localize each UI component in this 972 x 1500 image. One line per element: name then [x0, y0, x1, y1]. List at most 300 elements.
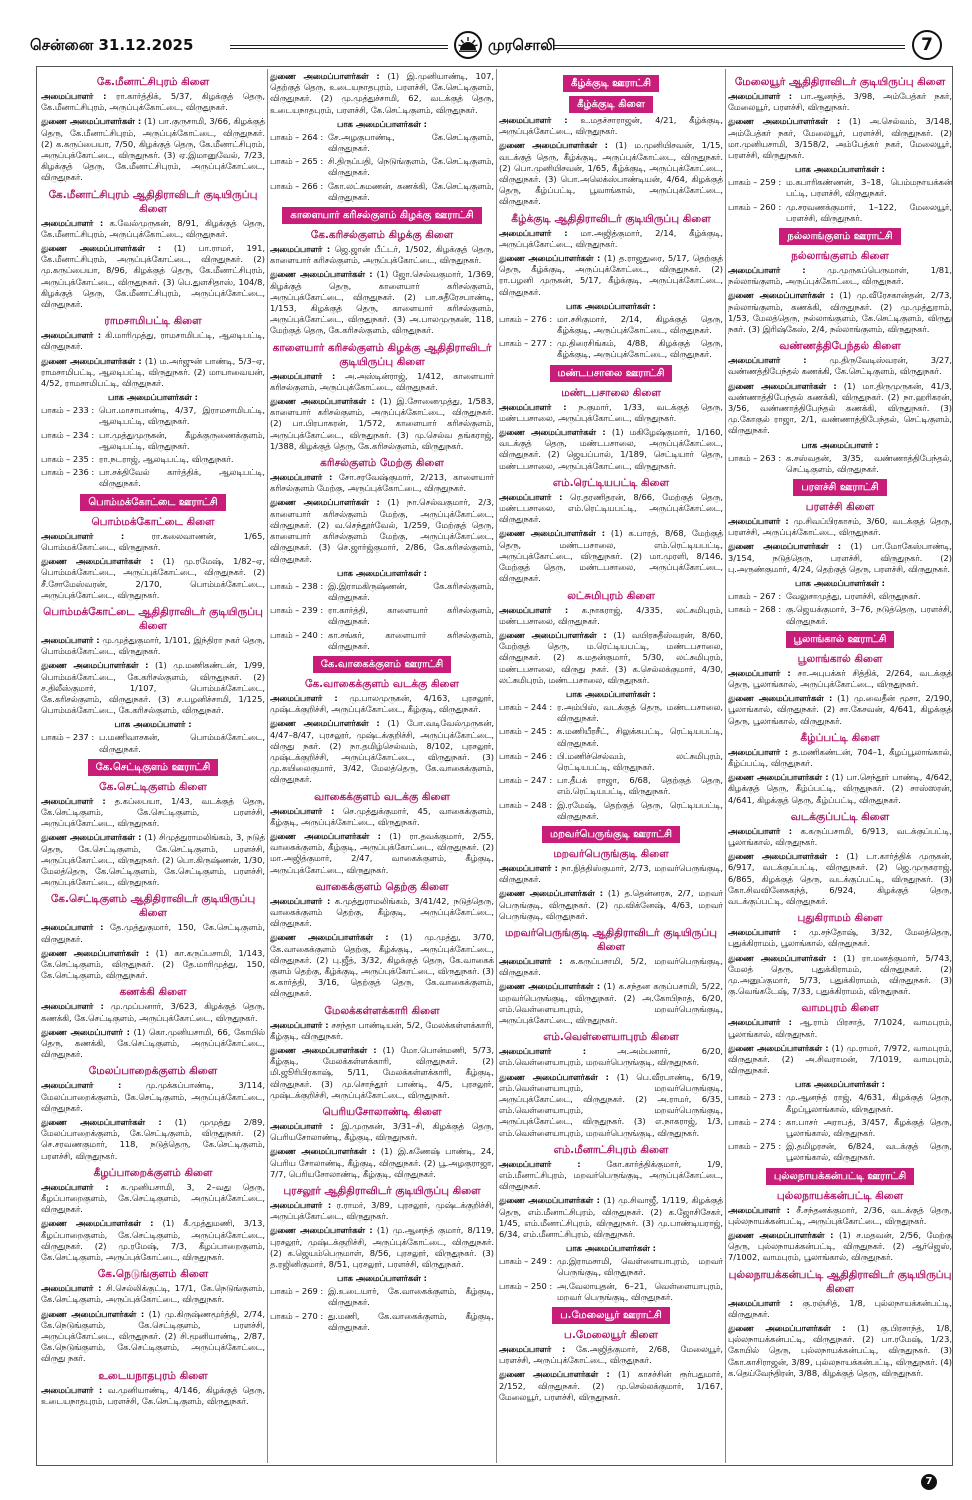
bearer-details: (1) இ.கணேஷ் பாண்டி, 24, பெரிய சோலாண்டி, கீழ்குடி, விருதுநகர். (2) பூ.அழகுராஜா, 7/7, பெரியசோலாண்டி, கீழ்குடி, விருதுநகர்.	[270, 1146, 494, 1179]
office-bearer-entry	[499, 427, 723, 472]
role-label: துணை அமைப்பாளர்கள் :	[270, 396, 375, 407]
office-bearer-entry	[41, 1080, 265, 1114]
office-bearer-entry	[728, 265, 952, 287]
booth-organiser: இ.தமிழரசன், 6/824, வடக்குத் தெரு, பூலாங்கால், விருதுநகர்.	[786, 1141, 952, 1163]
bearer-details: கு.ரஞ்சித், 1/8, புல்லநாயக்கன்பட்டி, விருதுநகர்.	[728, 1297, 952, 1319]
panchayat-banner: பரளச்சி ஊராட்சி	[793, 479, 886, 496]
branch-heading: கீழப்பாறைக்குளம் கிளை	[93, 1166, 213, 1179]
bearer-details: (1) கீ.முத்துமணி, 3/13, கீழப்பாறைகுளம், கே.செட்டிகுளம், அருப்புக்கோட்டை, விருதுநகர். (2) மு.ரமேஷ், 7/3, கீழப்பாறைகுளம், கே.செட்டிகுளம், அருப்புக்கோட்டை, விருதுநகர்.	[41, 1218, 265, 1263]
booth-organiser: சி.திருப்பதி, நெடுங்குளம், கே.செட்டிகுளம், விருதுநகர்.	[328, 156, 494, 178]
role-label: அமைப்பாளர் :	[728, 927, 797, 938]
office-bearer-entry	[41, 922, 265, 944]
booth-organiser: பி.மணிச்செல்வம், லட்சுமிபுரம், ரெட்டியபட்டி, விருதுநகர்.	[557, 750, 723, 772]
bearer-details: த.மணிகண்டன், 704–1, கீழப்பூலாங்கால், கீழ்ப்பட்டி, விருதுநகர்.	[728, 746, 952, 768]
role-label: அமைப்பாளர் :	[270, 1019, 329, 1030]
bearer-details: (1) மு.கிருஷ்ணமூர்த்தி, 2/74, கே.நெடுங்குளம், கே.செட்டிகுளம், பரளச்சி, அருப்புக்கோட்டை, விருதுநகர். (2) சி.மூனியாண்டி, 2/87, கே.நெடுங்குளம், கே.செட்டிகுளம், அருப்புக்கோட்டை, விருது நகர்.	[41, 1308, 265, 1364]
bearer-details: (1) இ.சோனைமுத்து, 1/583, காளையார் கரிசல்குளம், அருப்புக்கோட்டை, விருதுநகர். (2) பா.பிரபாகரன், 1/572, காளையார் கரிசல்குளம், அருப்புக்கோட்டை, விருதுநகர். (3) மு.செல்வ தங்கராஜ், 1/388, கிழக்குத் தெரு, கே.கரிசல்குளம், விருதுநகர்.	[270, 396, 494, 451]
branch-heading: ப.மேலையூர் கிளை	[564, 1329, 658, 1342]
booth-organiser: இ.உடையார், கே.வாகைக்குளம், கீழ்குடி, விருதுநகர்.	[328, 1286, 494, 1308]
role-label: துணை அமைப்பாளர்கள் :	[499, 888, 604, 899]
role-label: அமைப்பாளர் :	[270, 244, 331, 255]
role-label: அமைப்பாளர் :	[499, 1344, 566, 1355]
role-label: அமைப்பாளர் :	[41, 1283, 102, 1294]
booth-number: பாகம் – 247 :	[499, 775, 553, 786]
office-bearer-entry	[728, 927, 952, 949]
role-label: அமைப்பாளர் :	[270, 805, 335, 816]
office-bearer-entry	[41, 1182, 265, 1216]
branch-heading: எம்.வெள்ளையாபுரம் கிளை	[543, 1031, 679, 1044]
booth-row	[728, 591, 952, 602]
booth-organiser: ரா.கார்த்தி, காளையார் கரிசல்குளம், விருதுநகர்.	[328, 605, 494, 627]
role-label: துணை அமைப்பாளர்கள் :	[41, 1218, 154, 1229]
office-bearer-entry	[728, 953, 952, 998]
office-bearer-entry	[270, 396, 494, 452]
office-bearer-entry	[499, 492, 723, 526]
booth-number: பாகம் – 269 :	[270, 1286, 324, 1297]
role-label: அமைப்பாளர் :	[270, 370, 336, 381]
bearer-details: மா.அஜித்குமார், 2/14, கீழ்க்குடி, அருப்புக்கோட்டை, விருதுநகர்.	[499, 227, 723, 249]
bearer-details: (1) ரா.மனத்குமார், 5/743, மேலத் தெரு, புதுக்கிராமம், விருதுநகர். (2) மு.அனுப்குமார், 5/73, புதுக்கிராமம், விருதுநகர். (3) கு.வெங்கடேஷ், 7/33, புதுக்கிராமம், விருதுநகர்.	[728, 952, 952, 997]
booth-organiser: மு.ஆனந்த் ராஜ், 4/631, கிழக்குத் தெரு, கீழப்பூலாங்கால், விருதுநகர்.	[786, 1092, 952, 1114]
bearer-details: க.முத்துராமலிங்கம், 3/41/42, நடுத்தெரு, வாகைக்குளம் தெற்கு, கீழ்குடி, அருப்புக்கோட்டை, விருதுநகர்.	[270, 895, 494, 929]
role-label: அமைப்பாளர் :	[41, 1001, 104, 1012]
bearer-details: க.முனியசாமி, 3, 2–வது தெரு, கீழப்பாறைகுளம், கே.செட்டிகுளம், அருப்புக்கோட்டை, விருதுநகர்.	[41, 1181, 265, 1215]
office-bearer-entry	[728, 381, 952, 437]
office-bearer-entry	[728, 851, 952, 907]
role-label: அமைப்பாளர் :	[728, 1204, 791, 1215]
office-bearer-entry	[270, 1121, 494, 1143]
branch-heading: லட்சுமிபுரம் கிளை	[567, 589, 655, 602]
booth-number: பாகம் – 273 :	[728, 1092, 782, 1103]
branch-heading: கே.செட்டிகுளம் கிளை	[99, 780, 207, 793]
office-bearer-entry	[499, 402, 723, 424]
role-label: அமைப்பாளர் :	[270, 692, 338, 703]
panchayat-banner: கீழ்க்குடி ஊராட்சி	[563, 75, 659, 92]
booth-organiser: கா.பாசர் அராபத், 3/457, கீழக்குத் தெரு, பூலாங்கால், விருதுநகர்.	[786, 1116, 952, 1138]
bearer-details: (1) ரா.தவக்குமார், 2/55, வாகைக்குளம், கீழ்குடி, அருப்புக்கோட்டை, விருதுநகர். (2) மா.அஜித்குமார், 2/47, வாகைக்குளம், கீழ்குடி, அருப்புக்கோட்டை, விருதுநகர்.	[270, 830, 494, 875]
panchayat-banner: பொம்மக்கோட்டை ஊராட்சி	[80, 494, 225, 511]
branch-heading: புல்லநாயக்கன்பட்டி கிளை	[776, 1189, 904, 1202]
bearer-details: கே.அஜித்குமார், 2/68, மேலையூர், பரளச்சி, அருப்புக்கோட்டை, விருதுநகர்.	[499, 1344, 723, 1366]
role-label: அமைப்பாளர் :	[41, 530, 125, 541]
bearer-details: (1) த.தென்னரசு, 2/7, மறவர் பெருங்குடி, விருதுநகர். (2) மு.விக்னேஷ், 4/63, மறவர் பெருங்குடி, விருதுநகர்.	[499, 888, 723, 921]
panchayat-banner: கீழ்க்குடி கிளை	[569, 96, 653, 113]
bearer-details: (1) கா.கருப்பசாமி, 1/143, கே.செட்டிகுளம், விருதுநகர். (2) தே.மாரிமுத்து, 150, கே.செட்டிகுளம், விருதுநகர்.	[41, 947, 265, 981]
bearer-details: கி.மாரிமுத்து, ராமசாமிபட்டி, ஆலடிபட்டி, விருதுநகர்.	[41, 330, 265, 352]
role-label: அமைப்பாளர் :	[728, 91, 793, 101]
office-bearer-entry	[41, 531, 265, 553]
booth-subheading: பாக அமைப்பாளர்கள் :	[795, 164, 885, 175]
booth-row	[728, 202, 952, 224]
role-label: துணை அமைப்பாளர்கள் :	[270, 932, 389, 943]
footer-page-number: 7	[921, 1474, 937, 1490]
office-bearer-entry	[499, 115, 723, 137]
role-label: துணை அமைப்பாளர்கள் :	[728, 1230, 834, 1241]
booth-row	[270, 181, 494, 203]
bearer-details: மு.பாலமுருகன், 4/163, புரசலூர், முஷ்டக்குறிச்சி, அருப்புக்கோட்டை, கீழ்குடி, விருதுநகர்.	[270, 692, 494, 715]
office-bearer-entry	[728, 116, 952, 161]
booth-row	[499, 338, 723, 360]
branch-heading: மேலையூர் ஆதிதிராவிடர் குடியிருப்பு கிளை	[734, 76, 946, 88]
role-label: துணை அமைப்பாளர்கள் :	[499, 253, 601, 264]
office-bearer-entry	[499, 253, 723, 298]
office-bearer-entry	[270, 932, 494, 999]
bearer-details: (1) மு.ரமேஷ், 1/82–ஏ, பொம்மக்கோட்டை, அருப்புக்கோட்டை, விருதுநகர். (2) சீ.சோமேஸ்வரன், 2/170, பொம்மக்கோட்டை, அருப்புக்கோட்டை, விருதுநகர்.	[41, 556, 265, 600]
office-bearer-entry	[41, 1001, 265, 1023]
bearer-details: ரா.கார்த்திக், 5/37, கிழக்குத் தெரு, கே.மீனாட்சிபுரம், அருப்புக்கோட்டை, விருதுநகர்.	[41, 91, 265, 113]
booth-organiser: மா.சசிகுமார், 2/14, கிழக்குத் தெரு, கீழ்க்குடி, அருப்புக்கோட்டை, விருதுநகர்.	[557, 313, 723, 336]
booth-subheading: பாக அமைப்பாளர்கள் :	[795, 1079, 885, 1090]
bearer-details: (1) அ.செல்வம், 3/148, அம்பேத்கர் நகர், மேலையூர், பரளச்சி, விருதுநகர். (2) மா.முனியசாமி, 3/158/2, அம்பேத்கர் நகர், மேலையூர், பரளச்சி, விருதுநகர்.	[728, 116, 952, 161]
role-label: அமைப்பாளர் :	[41, 922, 104, 933]
office-bearer-entry	[41, 218, 265, 240]
masthead-rule-right	[553, 45, 905, 49]
bearer-details: (1) போ.வடிவேல்முருகன், 4/47–8/47, புரசலூர், முஷ்டக்குறிச்சி, அருப்புக்கோட்டை, விருது நகர். (2) நா.தமிழ்செல்வம், 8/102, புரசலூர், முஷ்டக்குறிச்சி, அருப்புக்கோட்டை, விருதுநகர். (3) மு.கயிலைகுமார், 3/42, மேலத்தெரு, கே.வாகைக்குளம், விருதுநகர்.	[270, 718, 494, 785]
office-bearer-entry	[499, 528, 723, 584]
office-bearer-entry	[41, 356, 265, 390]
booth-number: பாகம் – 239 :	[270, 605, 324, 616]
bearer-details: தே.முத்துகுமார், 150, கே.செட்டிகுளம், விருதுநகர்.	[41, 922, 265, 944]
booth-organiser: ர.அம்பிஸ், வடக்குத் தெரு, மண்டபசாலை, விருதுநகர்.	[557, 701, 723, 724]
role-label: அமைப்பாளர் :	[499, 1158, 581, 1169]
office-bearer-entry	[41, 556, 265, 601]
office-bearer-entry	[499, 605, 723, 627]
role-label: துணை அமைப்பாளர்கள் :	[499, 629, 607, 640]
office-bearer-entry	[270, 269, 494, 336]
role-label: துணை அமைப்பாளர்கள் :	[270, 718, 380, 729]
role-label: துணை அமைப்பாளர்கள் :	[499, 1071, 609, 1082]
column-4	[728, 71, 952, 1461]
bearer-details: (1) மு.சிவாஜீ, 1/119, கிழக்குத் தெரு, எம்.மீனாட்சிபுரம், விருதுநகர். (2) க.ஜோசிசேகர், 1/45, எம்.மீனாட்சிபுரம், விருதுநகர். (3) மு.பாண்டியராஜ், 6/34, எம்.மீனாட்சிபுரம், விருதுநகர்.	[499, 1195, 723, 1240]
branch-heading: வடக்குப்பட்டி கிளை	[790, 810, 890, 823]
bearer-details: கோ.கார்த்திக்குமார், 1/9, எம்.மீனாட்சிபுரம், மறவர்பெருங்குடி, அருப்புக்கோட்டை, விருதுநகர்.	[499, 1158, 723, 1192]
bearer-details: ஆ.ராம் பிரசாத், 7/1024, வாமபுரம், பூலாங்கால், விருதுநகர்.	[728, 1017, 952, 1039]
edition-date: சென்னை 31.12.2025	[30, 36, 194, 54]
booth-organiser: கா.சங்கர், காளையார் கரிசல்குளம், விருதுநகர்.	[328, 629, 494, 651]
bearer-details: ரெ.தரணிதரன், 8/66, மேற்குத் தெரு, மண்டபசாலை, எம்.ரெட்டியபட்டி, அருப்புக்கோட்டை, விருதுநகர்.	[499, 491, 723, 525]
role-label: அமைப்பாளர் :	[499, 115, 568, 125]
role-label: அமைப்பாளர் :	[499, 401, 567, 412]
booth-row	[41, 430, 265, 452]
role-label: துணை அமைப்பாளர்கள் :	[499, 981, 601, 992]
bearer-details: (1) பா.செந்தூர் பாண்டி, 4/642, கிழக்குத் தெரு, கீழ்ப்பட்டி, விருதுநகர். (2) சாஸ்ஸரன், 4/641, கிழக்குத் தெரு, கீழ்ப்பட்டி, விருதுநகர்.	[728, 772, 952, 805]
booth-number: பாகம் – 249 :	[499, 1256, 553, 1267]
role-label: துணை அமைப்பாளர்கள் :	[41, 116, 142, 127]
bearer-details: க.வேல்முருகன், 8/91, கிழக்குத் தெரு, கே.மீனாட்சிபுரம், அருப்புக்கோட்டை, விருதுநகர்.	[41, 217, 265, 239]
office-bearer-entry	[728, 668, 952, 690]
role-label: துணை அமைப்பாளர்கள் :	[499, 427, 606, 438]
branch-heading: பெரியசோலாண்டி கிளை	[322, 1106, 442, 1119]
bearer-details: மு.முப்பனார், 3/623, கிழக்குத் தெரு, கணக்கி, கே.செட்டிகுளம், அருப்புக்கோட்டை, விருதுநகர்.	[41, 1001, 265, 1023]
booth-number: பாகம் – 270 :	[270, 1310, 324, 1321]
booth-row	[270, 156, 494, 178]
office-bearer-entry	[270, 1225, 494, 1270]
branch-heading: ராமசாமிபட்டி கிளை	[104, 315, 202, 328]
bearer-details: மு.முக்கப்பாண்டி, 3/114, மேலப்பாறைக்குளம், கே.செட்டிகுளம், அருப்புக்கோட்டை, விருதுநகர்.	[41, 1080, 265, 1113]
bearer-details: மு.முத்துகுமார், 1/101, இந்திரா நகர் தெரு, பொம்மக்கோட்டை, விருதுநகர்.	[41, 634, 265, 657]
booth-organiser: கோ.லட்சுமணன், கணக்கி, கே.செட்டிகுளம், விருதுநகர்.	[328, 180, 494, 202]
booth-row	[270, 132, 494, 154]
office-bearer-entry	[499, 1369, 723, 1403]
role-label: துணை அமைப்பாளர்கள் :	[41, 1308, 145, 1319]
role-label: அமைப்பாளர் :	[41, 795, 106, 806]
booth-organiser: மு.இராமசாமி, வெள்ளையாபுரம், மறவர் பெருங்குடி, விருதுநகர்.	[557, 1256, 723, 1278]
office-bearer-entry	[41, 243, 265, 310]
office-bearer-entry	[270, 718, 494, 785]
bearer-details: (1) இ.முனியாண்டி, 107, தெற்குத் தெரு, உடையநாதபுரம், பரளச்சி, கே.செட்டிகுளம், விருதுநகர். (2) மு.முத்துச்சாமி, 62, வடக்குத் தெரு, உடையநாதபுரம், பரளச்சி, கே.செட்டிகுளம், விருதுநகர்.	[270, 71, 494, 115]
office-bearer-entry	[499, 1046, 723, 1068]
office-bearer-entry	[499, 1072, 723, 1139]
bearer-details: மு.சிவப்பிரகாசம், 3/60, வடக்குத் தெரு, பரளச்சி, அருப்புக்கோட்டை, விருதுநகர்.	[728, 516, 952, 538]
bearer-details: (1) மு.வைதீன் மூசா, 2/190, பூலாங்கால், விருதுநகர். (2) சா.கேசவன், 4/641, கிழக்குத் தெரு, பூலாங்கால், விருதுநகர்.	[728, 693, 952, 726]
role-label: அமைப்பாளர் :	[41, 634, 100, 645]
role-label: அமைப்பாளர் :	[41, 330, 102, 341]
bearer-details: மு.திருவேடிஸ்வரன், 3/27, வண்ணத்திபேந்தல் கணக்கி, கே.செட்டிகுளம், விருதுநகர்.	[728, 355, 952, 377]
office-bearer-entry	[728, 290, 952, 335]
bearer-details: (1) மோ.பொன்மணி, 5/73, கீழ்குடி, மேலக்கள்ளக்காரி, விருதுநகர். (2) மி.ஜூரிபிரகாஷ், 5/11, மேலக்கள்ளக்காரி, கீழ்குடி, விருதுநகர். (3) மு.சொந்தூர் பாண்டி, 4/5, புரசலூர், முஷ்டக்குறிச்சி, அருப்புக்கோட்டை, விருதுநகர்.	[270, 1045, 494, 1100]
bearer-details: ஜெ.ஜான் பீட்டர், 1/502, கிழக்குத் தெரு, காளையார் கரிசல்குளம், அருப்புக்கோட்டை, விருதுநகர்.	[270, 244, 494, 266]
booth-subheading: பாக அமைப்பாளர்கள் :	[337, 118, 427, 129]
booth-row	[728, 604, 952, 626]
branch-heading: பொம்மக்கோட்டை கிளை	[91, 515, 215, 528]
role-label: துணை அமைப்பாளர்கள் :	[270, 269, 373, 280]
booth-row	[728, 453, 952, 475]
bearer-details: (1) க.சந்தன கருப்பசாமி, 5/22, மறவர்பெருங்குடி, விருதுநகர். (2) அ.கோபிநாத், 6/20, எம்.வெள்ளையாபுரம், மறவர்பெருங்குடி, அருப்புக்கோட்டை, விருதுநகர்.	[499, 981, 723, 1025]
masthead-rule-left	[230, 45, 448, 49]
bearer-details: (1) ம.அர்ஜுன் பாண்டி, 5/3–ஏ, ராமசாமிபட்டி, ஆலடிபட்டி, விருதுநகர். (2) மாயாவையன், 4/52, ராமசாமிபட்டி, விருதுநகர்.	[41, 355, 265, 389]
office-bearer-entry	[270, 1020, 494, 1042]
office-bearer-entry	[499, 863, 723, 885]
booth-subheading: பாக அமைப்பாளர்கள் :	[108, 392, 198, 403]
office-bearer-entry	[728, 772, 952, 806]
panchayat-banner: ப.மேலையூர் ஊராட்சி	[552, 1307, 670, 1324]
role-label: துணை அமைப்பாளர்கள் :	[728, 772, 829, 783]
booth-organiser: க.சஸ்வதன், 3/35, வண்ணாத்திபேந்தல், செட்டிகுளம், விருதுநகர்.	[786, 452, 952, 474]
branch-heading: பரளச்சி கிளை	[805, 501, 875, 514]
office-bearer-entry	[41, 948, 265, 982]
column-1	[41, 71, 265, 1461]
branch-heading: வண்ணத்திபேந்தல் கிளை	[779, 340, 901, 353]
bearer-details: (1) பா.ராமர், 191, கே.மீனாட்சிபுரம், அருப்புக்கோட்டை, விருதுநகர். (2) மு.கருப்பையா, 8/96, கிழக்குத் தெரு, கே.மீனாட்சிபுரம், அருப்புக்கோட்டை, விருதுநகர். (3) பெ.துளசிதாஸ், 104/8, கிழக்குத் தெரு, கே.மீனாட்சிபுரம், அருப்புக்கோட்டை, விருதுநகர்.	[41, 243, 265, 310]
bearer-details: (1) த.ராஜதுரை, 5/17, தெற்குத் தெரு, கீழ்க்குடி, அருப்புக்கோட்டை, விருதுநகர். (2) ரா.பழனி முருகன், 5/17, கீழ்க்குடி, அருப்புக்கோட்டை, விருதுநகர்.	[499, 253, 723, 297]
office-bearer-entry	[270, 831, 494, 876]
office-bearer-entry	[728, 541, 952, 575]
booth-organiser: க.மணியீரசீட், சிலுக்கபட்டி, ரெட்டியபட்டி, விருதுநகர்.	[557, 726, 723, 748]
role-label: அமைப்பாளர் :	[41, 1181, 109, 1192]
office-bearer-entry	[499, 956, 723, 978]
office-bearer-entry	[270, 244, 494, 266]
role-label: துணை அமைப்பாளர்கள் :	[41, 1117, 162, 1127]
booth-number: பாகம் – 236 :	[41, 467, 95, 478]
panchayat-banner: புல்லநாயக்கன்பட்டி ஊராட்சி	[766, 1168, 914, 1185]
branch-heading: கே.மீனாட்சிபுரம் ஆதிதிராவிடர் குடியிருப்பு கிளை	[48, 188, 258, 215]
office-bearer-entry	[499, 630, 723, 686]
booth-subheading: பாக அமைப்பாளர்கள் :	[566, 1243, 656, 1254]
role-label: துணை அமைப்பாளர்கள் :	[728, 541, 842, 552]
booth-subheading: பாக அமைப்பாளர்கள் :	[795, 578, 885, 589]
booth-row	[499, 702, 723, 724]
booth-number: பாகம் – 266 :	[270, 180, 324, 191]
panchayat-banner: கே.வாகைக்குளம் ஊராட்சி	[313, 656, 452, 673]
booth-number: பாகம் – 235 :	[41, 454, 95, 465]
office-bearer-entry	[499, 140, 723, 207]
office-bearer-entry	[728, 91, 952, 113]
role-label: அமைப்பாளர் :	[270, 472, 333, 483]
branch-heading: காளையார் கரிசல்குளம் கிழக்கு ஆதிதிராவிடர் குடியிருப்பு கிளை	[272, 341, 492, 368]
role-label: துணை அமைப்பாளர்கள் :	[270, 1146, 376, 1157]
role-label: அமைப்பாளர் :	[499, 955, 563, 966]
role-label: அமைப்பாளர் :	[499, 1046, 587, 1057]
office-bearer-entry	[41, 116, 265, 183]
bearer-details: (1) மு.முத்து, 3/70, கே.வாகைக்குளம் தெற்கு, கீழ்க்குடி, அருப்புக்கோட்டை, விருதுநகர். (2) பு.ஜீத், 3/32, கிழக்குத் தெரு, கே.வாகைக் குளம் தெற்கு, கீழ்க்குடி, அருப்புக்கோட்டை, விருதுநகர். (3) க.கார்த்தி, 3/16, தெற்குத் தெரு, கே.வாகைக்குளம், விருதுநகர்.	[270, 932, 494, 999]
role-label: துணை அமைப்பாளர்கள் :	[728, 116, 841, 127]
booth-number: பாகம் – 238 :	[270, 580, 324, 591]
bearer-details: உ.மதச்சாராஜன், 4/21, கீழ்க்குடி, அருப்புக்கோட்டை, விருதுநகர்.	[499, 115, 723, 137]
role-label: அமைப்பாளர் :	[728, 1017, 792, 1028]
booth-row	[499, 314, 723, 336]
booth-number: பாகம் – 240 :	[270, 629, 324, 640]
bearer-details: (1) மு.ஆனந்த் குமார், 8/119, புரசலூர், முஷ்டக்குறிச்சி, அருப்புக்கோட்டை, விருதுநகர். (2) க.ஜெயம்பெருமாள், 8/56, புரசலூர், விருதுநகர். (3) த.ரஜினிகுமார், 8/51, புரசலூர், பரளச்சி, விருதுநகர்.	[270, 1225, 494, 1270]
bearer-details: (1) முமுத்து 2/89, மேலப்பாறைக்குளம், கே.செட்டிகுளம், விருதுநகர். (2) செ.சரவணகுமார், 118, நடுத்தெரு, கே.செட்டிகுளம், பரளச்சி, விருதுநகர்.	[41, 1117, 265, 1161]
booth-organiser: ப.மணிவாசகன், பொம்மக்கோட்டை, விருதுநகர்.	[99, 732, 265, 754]
booth-row	[41, 467, 265, 489]
bearer-details: ரா.கலைவாணன், 1/65, பொம்மக்கோட்டை, விருதுநகர்.	[41, 530, 265, 552]
role-label: அமைப்பாளர் :	[499, 227, 568, 238]
office-bearer-entry	[41, 1385, 265, 1407]
office-bearer-entry	[728, 1017, 952, 1039]
bearer-details: (1) ம.முனியிசவன், 1/15, வடக்குத் தெரு, கீழ்க்குடி, அருப்புக்கோட்டை, விருதுநகர். (2) பொ.முனியிசவன், 1/65, கீழ்க்குடி, அருப்புக்கோட்டை, விருதுநகர். (3) பொ.அலெக்ஸ்பாண்டியன், 4/64, கிழக்குத் தெரு, கீழ்ப்பட்டி, பூவாங்கால், அருப்புக்கோட்டை, விருதுநகர்.	[499, 140, 723, 207]
branch-heading: கரிசல்குளம் மேற்கு கிளை	[320, 457, 444, 470]
booth-number: பாகம் – 233 :	[41, 405, 95, 416]
column-divider	[725, 69, 726, 1463]
column-divider	[267, 69, 268, 1463]
bearer-details: (1) மு.மணிகண்டன், 1/99, பொம்மக்கோட்டை, கே.கரிசல்குளம், விருதுநகர். (2) ச.திலீஸ்குமார், 1/107, பொம்மக்கோட்டை, கே.கரிசல்குளம், விருதுநகர். (3) ச.பழனிச்சாமி, 1/125, பொம்மக்கோட்டை, கே.கரிசல்குளம், விருதுநகர்.	[41, 660, 265, 716]
booth-row	[270, 1286, 494, 1308]
branch-heading: மறவர்பெருங்குடி கிளை	[553, 847, 669, 860]
branch-heading: எம்.ரெட்டியபட்டி கிளை	[552, 476, 670, 489]
office-bearer-entry	[499, 1195, 723, 1240]
role-label: துணை அமைப்பாளர்கள் :	[41, 832, 142, 843]
bearer-details: (1) ச.மதவன், 2/56, மேற்கு தெரு, புல்லநாயக்கன்பட்டி, விருதுநகர். (2) ஆர்ஜெஸ், 7/1002, வாமபுரம், பூலாங்கால், விருதுநகர்.	[728, 1230, 952, 1263]
role-label: அமைப்பாளர் :	[270, 1200, 332, 1211]
branch-heading: எம்.மீனாட்சிபுரம் கிளை	[553, 1143, 669, 1156]
branch-heading: பூலாங்கால் கிளை	[797, 652, 883, 665]
office-bearer-entry	[41, 1218, 265, 1263]
newspaper-name: முரசொலி	[488, 36, 556, 54]
bearer-details: இ.முருகன், 3/31–சி, கிழக்குத் தெரு, பெரியசோலாண்டி, கீழ்குடி, விருதுநகர்.	[270, 1121, 494, 1143]
booth-organiser: பா.சக்திவேல் கார்த்திக், ஆலடிபட்டி, விருதுநகர்.	[99, 467, 265, 489]
bearer-details: வ.முனியாண்டி, 4/146, கிழக்குத் தெரு, உடையநாதபுரம், பரளச்சி, கே.செட்டிகுளம், விருதுநகர்.	[41, 1384, 265, 1406]
office-bearer-entry	[728, 1205, 952, 1227]
role-label: துணை அமைப்பாளர்கள் :	[270, 71, 380, 81]
office-bearer-entry	[270, 693, 494, 715]
panchayat-banner: பூலாங்கால் ஊராட்சி	[786, 631, 895, 648]
office-bearer-entry	[728, 1298, 952, 1320]
office-bearer-entry	[41, 1309, 265, 1365]
bearer-details: அ.அஸ்டின்ராஜ், 1/412, காளையார் கரிசல்குளம், அருப்புக்கோட்டை, விருதுநகர்.	[270, 370, 494, 392]
office-bearer-entry	[41, 330, 265, 352]
bearer-details: மு.முருகப்பெருமாள், 1/81, நல்லாங்குளம், அருப்புக்கோட்டை, விருதுநகர்.	[728, 265, 952, 287]
booth-number: பாகம் – 245 :	[499, 726, 553, 737]
booth-organiser: பா.தீபக் ராஜா, 6/68, தெற்குத் தெரு, எம்.ரெட்டியபட்டி, விருதுநகர்.	[557, 775, 723, 797]
office-bearer-entry	[728, 516, 952, 538]
role-label: அமைப்பாளர் :	[41, 91, 107, 101]
booth-number: பாகம் – 263 :	[728, 452, 782, 463]
page-number-badge: 7	[912, 30, 942, 60]
role-label: அமைப்பாளர் :	[499, 862, 558, 873]
bearer-details: (1) மு.வீரேசகான்தன், 2/73, நல்லாங்குளம், கணக்கி, விருதுநகர். (2) மு.முத்துராம், 1/53, மேலத்தெரு, நல்லாங்குளம், கே.செட்டிகுளம், விருது நகர். (3) இரிஷ்கேஸ், 2/4, நல்லாங்குளம், விருதுநகர்.	[728, 290, 952, 335]
office-bearer-entry	[270, 896, 494, 930]
office-bearer-entry	[41, 1117, 265, 1162]
booth-row	[499, 751, 723, 773]
role-label: துணை அமைப்பாளர்கள் :	[270, 1045, 377, 1055]
role-label: துணை அமைப்பாளர்கள் :	[728, 952, 837, 963]
masthead	[18, 30, 954, 64]
role-label: துணை அமைப்பாளர்கள் :	[41, 355, 142, 366]
booth-organiser: அ.வேலாயுதன், 6–21, வெள்ளையாபுரம், மறவர் பெருங்குடி, விருதுநகர்.	[557, 1280, 723, 1302]
column-2	[270, 71, 494, 1461]
booth-row	[41, 454, 265, 465]
bearer-details: (1) கு.பிரசாந்த், 1/8, புல்லநாயக்கன்பட்டி, விருதுநகர். (2) பா.ரமேஷ், 1/23, கோயில் தெரு, புல்லநாயக்கன்பட்டி, விருதுநகர். (3) கோ.காசிராஜன், 3/89, புல்லநாயக்கன்பட்டி, விருதுநகர். (4) க.தெய்வேந்திரன், 3/88, கிழக்குத் தெரு, விருதுநகர்.	[728, 1323, 952, 1378]
office-bearer-entry	[499, 1159, 723, 1193]
office-bearer-entry	[270, 497, 494, 564]
role-label: துணை அமைப்பாளர்கள் :	[41, 947, 150, 958]
booth-subheading: பாக அமைப்பாளர்கள் :	[337, 1273, 427, 1284]
booth-organiser: வேலுசாமுத்து, பரளச்சி, விருதுநகர்.	[786, 591, 921, 602]
booth-subheading: பாக அமைப்பாளர் :	[114, 719, 192, 730]
branch-heading: கே.மீனாட்சிபுரம் கிளை	[96, 76, 210, 88]
booth-organiser: கு.ஜெயக்குமார், 3–76, நடுத்தெரு, பரளச்சி, விருதுநகர்.	[786, 604, 952, 626]
booth-organiser: இ.இராமகிருஷ்ணன், கே.கரிசல்குளம், விருதுநகர்.	[328, 580, 494, 602]
booth-organiser: பொ.மாசாபாண்டி, 4/37, இராமசாமிபட்டி, ஆலடிபட்டி, விருதுநகர்.	[99, 405, 265, 427]
branch-heading: வாகைக்குளம் வடக்கு கிளை	[314, 790, 450, 803]
booth-number: பாகம் – 265 :	[270, 156, 324, 167]
branch-heading: மேலப்பாறைக்குளம் கிளை	[88, 1065, 218, 1078]
branch-heading: கீழ்ப்பட்டி கிளை	[800, 731, 880, 744]
branch-heading: கீழ்க்குடி ஆதிதிராவிடர் குடியிருப்பு கிளை	[511, 212, 711, 225]
booth-number: பாகம் – 276 :	[499, 313, 553, 324]
bearer-details: த.கப்பையா, 1/43, வடக்குத் தெரு, கே.செட்டிகுளம், கே.செட்டிகுளம், பரளச்சி, அருப்புக்கோட்டை, விருதுநகர்.	[41, 795, 265, 829]
booth-number: பாகம் – 246 :	[499, 750, 553, 761]
bearer-details: ந.குமார், 1/33, வடக்குத் தெரு, மண்டபசாலை, அருப்புக்கோட்டை, விருதுநகர்.	[499, 401, 723, 423]
booth-number: பாகம் – 260 :	[728, 201, 782, 212]
bearer-details: அ.அம்பனார், 6/20, எம்.வெள்ளையாபுரம், மறவர்பெருங்குடி, விருதுநகர்.	[499, 1046, 723, 1068]
bearer-details: (1) பா.மோகேஸ்பாண்டி, 3/154, நடுத்தெரு, பரளச்சி, விருதுநகர். (2) பு.அருண்குமார், 4/24, தெற்குத் தெரு, பரளச்சி, விருதுநகர்.	[728, 541, 952, 574]
bearer-details: (1) ஜோ.செல்வகுமார், 1/369, கிழக்குத் தெரு, காளையார் கரிசல்குளம், அருப்புக்கோட்டை, விருதுநகர். (2) பா.சுதீரேசபாண்டி, 1/153, கிழக்குத் தெரு, காளையார் கரிசல்குளம், அருப்புக்கோட்டை, விருதுநகர். (3) அ.பாலமுருகன், 118, மேற்குத் தெரு, கே.கரிசல்குளம், விருதுநகர்.	[270, 269, 494, 336]
branch-heading: புரசலூர் ஆதிதிராவிடர் குடியிருப்பு கிளை	[283, 1185, 481, 1198]
booth-organiser: ரா.நடராஜ், ஆலடிபட்டி, விருதுநகர்.	[99, 454, 234, 465]
role-label: துணை அமைப்பாளர்கள் :	[499, 140, 608, 151]
booth-row	[728, 177, 952, 199]
office-bearer-entry	[270, 1045, 494, 1101]
branch-heading: கே.நெடுங்குளம் கிளை	[97, 1268, 209, 1281]
role-label: அமைப்பாளர் :	[728, 516, 789, 527]
bearer-details: (1) மகிழேஷ்குமார், 1/160, வடக்குத் தெரு, மண்டபசாலை, அருப்புக்கோட்டை, விருதுநகர். (2) ஜெயப்பால், 1/189, செட்டியார் தெரு, மண்டபசாலை, அருப்புக்கோட்டை, விருதுநகர்.	[499, 427, 723, 471]
booth-subheading: பாக அமைப்பாளர்கள் :	[566, 300, 656, 311]
booth-organiser: இ.ரமேஷ், தெற்குத் தெரு, ரெட்டியபட்டி, விருதுநகர்.	[557, 799, 723, 821]
booth-organiser: ம.கபாரிகண்ணன், 3–18, பெம்மநாயக்கன் பட்டி, பரளச்சி, விருதுநகர்.	[786, 177, 952, 199]
panchayat-banner: மண்டபசாலை ஊராட்சி	[550, 365, 673, 382]
office-bearer-entry	[41, 1027, 265, 1061]
branch-heading: கே.கரிசல்குளம் கிழக்கு கிளை	[310, 229, 454, 242]
role-label: அமைப்பாளர் :	[270, 895, 331, 906]
booth-row	[499, 1281, 723, 1303]
bearer-details: க.நாகராஜ், 4/335, லட்சுமிபுரம், மண்டபசாலை, விருதுநகர்.	[499, 604, 723, 626]
role-label: அமைப்பாளர் :	[41, 1080, 122, 1091]
role-label: அமைப்பாளர் :	[499, 604, 569, 615]
office-bearer-entry	[41, 660, 265, 716]
booth-number: பாகம் – 267 :	[728, 591, 782, 602]
